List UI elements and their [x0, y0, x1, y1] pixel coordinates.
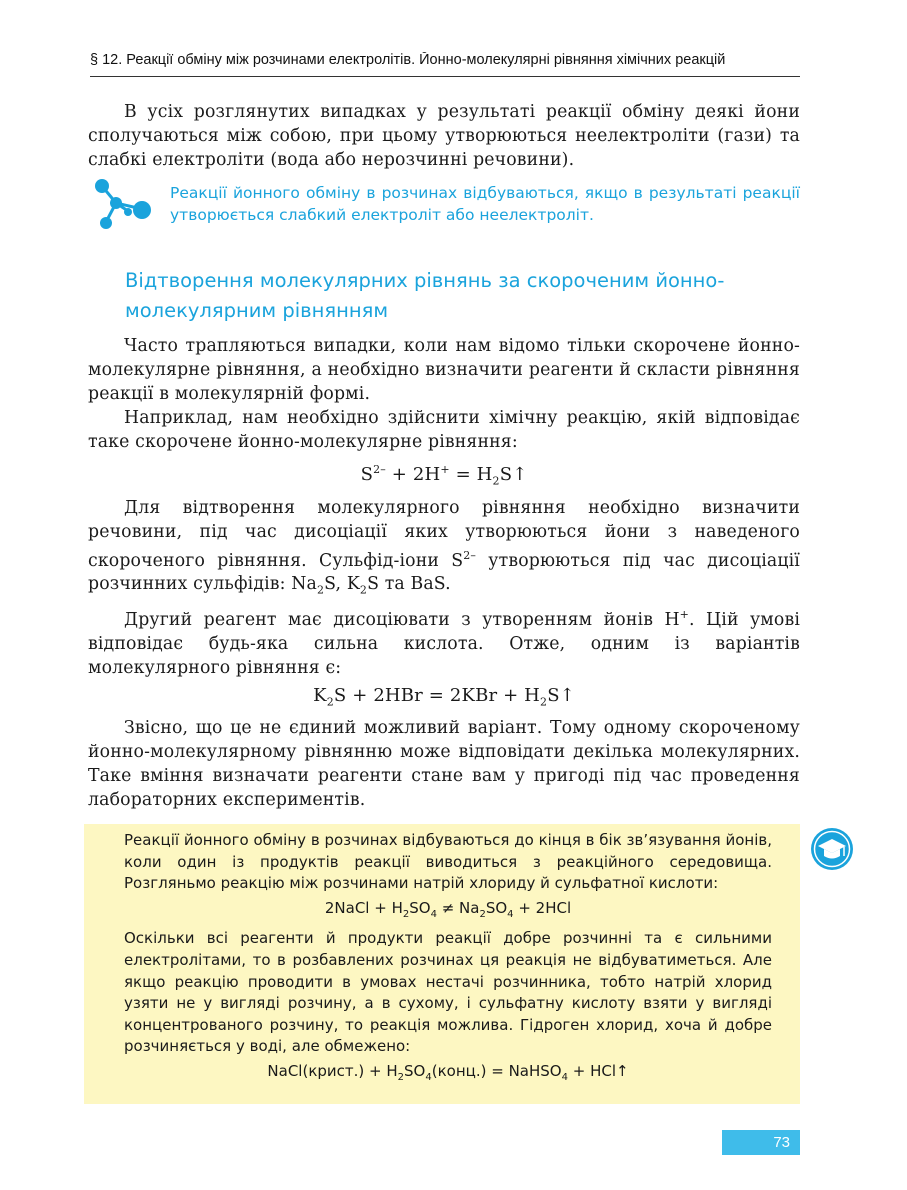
eq-part: + HCl↑ [567, 1061, 629, 1080]
eq-part: 2NaCl + H [324, 898, 403, 917]
text-run: утворюються під час дисоціації розчинних сульфідів: Na [88, 550, 800, 595]
section-body [88, 334, 800, 812]
eq-subscript: 2 [492, 474, 500, 488]
paragraph-1: Часто трапляються випадки, коли нам відомо тільки скорочене йонно-молекулярне рівняння, а необхідно визначити реагенти й скласти рівняння реакції в молекулярній формі. [88, 336, 800, 404]
eq-part: S + 2HBr = 2KBr + H [333, 684, 541, 706]
eq-charge: 2– [373, 463, 386, 476]
eq-part: S↑ [547, 684, 575, 706]
eq-part: SO [404, 1061, 426, 1080]
eq-part: NaCl(крист.) + H [267, 1061, 398, 1080]
text-run: Другий реагент має дисоціювати з утворенням йонів H [124, 609, 680, 630]
eq-subscript: 4 [425, 1071, 432, 1083]
eq-subscript: 2 [479, 908, 486, 920]
text-run: S та BaS. [367, 574, 451, 595]
charge: 2– [463, 548, 477, 562]
eq-subscript: 4 [561, 1071, 568, 1083]
eq-subscript: 2 [397, 1071, 405, 1083]
graduation-cap-icon [809, 826, 855, 872]
intro-block [88, 100, 800, 172]
ionic-equation [88, 458, 800, 494]
molecular-equation [88, 684, 800, 715]
note-paragraph-1: Реакції йонного обміну в розчинах відбуваються до кінця в бік зв’язування йонів, коли один із продуктів реакції виводиться з реакційного середовища. Розгляньмо реакцію між розчинами натрій хлориду й сульфатної кислоти: [124, 831, 772, 893]
key-rule-text: Реакції йонного обміну в розчинах відбуваються, якщо в результаті реакції утворюється слабкий електроліт або неелектроліт. [170, 184, 800, 224]
molecule-icon [92, 178, 154, 232]
eq-subscript: 2 [326, 695, 334, 709]
eq-part: SO [409, 898, 431, 917]
eq-part: SO [485, 898, 508, 917]
text-run: . Цій умові відповідає будь-яка сильна кислота. Отже, одним із варіантів молекулярного рівняння є: [88, 609, 801, 678]
header-divider [90, 76, 800, 77]
eq-subscript: 2 [540, 695, 548, 709]
eq-part: S↑ [499, 464, 528, 485]
eq-part: + 2HCl [513, 898, 572, 917]
paragraph-2: Наприклад, нам необхідно здійснити хімічну реакцію, якій відповідає таке скорочене йонно-молекулярне рівняння: [88, 408, 800, 452]
eq-subscript: 2 [402, 908, 410, 920]
note-text [124, 830, 772, 1092]
eq-subscript: 4 [430, 908, 437, 920]
section-heading: Відтворення молекулярних рівнянь за скороченим йонно-молекулярним рівнянням [125, 269, 725, 322]
eq-part: S [360, 464, 374, 485]
paragraph-4 [88, 603, 800, 680]
intro-paragraph: В усіх розглянутих випадках у результаті реакції обміну деякі йони сполучаються між собою, при цьому утворюються неелектроліти (гази) та слабкі електроліти (вода або нерозчинні речовини). [88, 102, 800, 170]
eq-charge: + [440, 463, 450, 476]
note-equation-1 [124, 898, 772, 926]
subscript: 2 [359, 583, 368, 597]
eq-part: K [313, 684, 327, 706]
subscript: 2 [317, 583, 325, 597]
charge: + [679, 607, 690, 621]
text-run: S, K [324, 574, 360, 595]
eq-part: = H [449, 464, 493, 485]
note-equation-2 [124, 1061, 772, 1089]
paragraph-5: Звісно, що це не єдиний можливий варіант. Тому одному скороченому йонно-молекулярному рівнянню може відповідати декілька молекулярних. Таке вміння визначати реагенти стане вам у пригоді під час проведення лабораторних експериментів. [88, 718, 800, 811]
note-paragraph-2: Оскільки всі реагенти й продукти реакції добре розчинні та є сильними електролітами, то в розбавлених розчинах ця реакція не відбуватиметься. Але якщо реакцію проводити в умовах нестачі розчинника, тобто натрій хлорид узяти не у вигляді розчину, а в сухому, і сульфатну кислоту взяти у вигляді концентрованого розчину, то реакція можлива. Гідроген хлорид, хоча й добре розчиняється у воді, але обмежено: [124, 929, 772, 1056]
eq-part: + 2H [385, 464, 441, 485]
page-number: 73 [722, 1130, 800, 1155]
text-run: Для відтворення молекулярного рівняння необхідно визначити речовини, під час дисоціації яких утворюються йони з наведеного скороченого рівняння. Сульфід-іони S [88, 497, 800, 571]
paragraph-3 [88, 496, 800, 603]
eq-subscript: 4 [507, 908, 514, 920]
eq-part: ≠ Na [436, 898, 480, 917]
running-header: § 12. Реакції обміну між розчинами електролітів. Йонно-молекулярні рівняння хімічних реакцій [90, 52, 726, 68]
eq-part: (конц.) = NaHSO [431, 1061, 562, 1080]
